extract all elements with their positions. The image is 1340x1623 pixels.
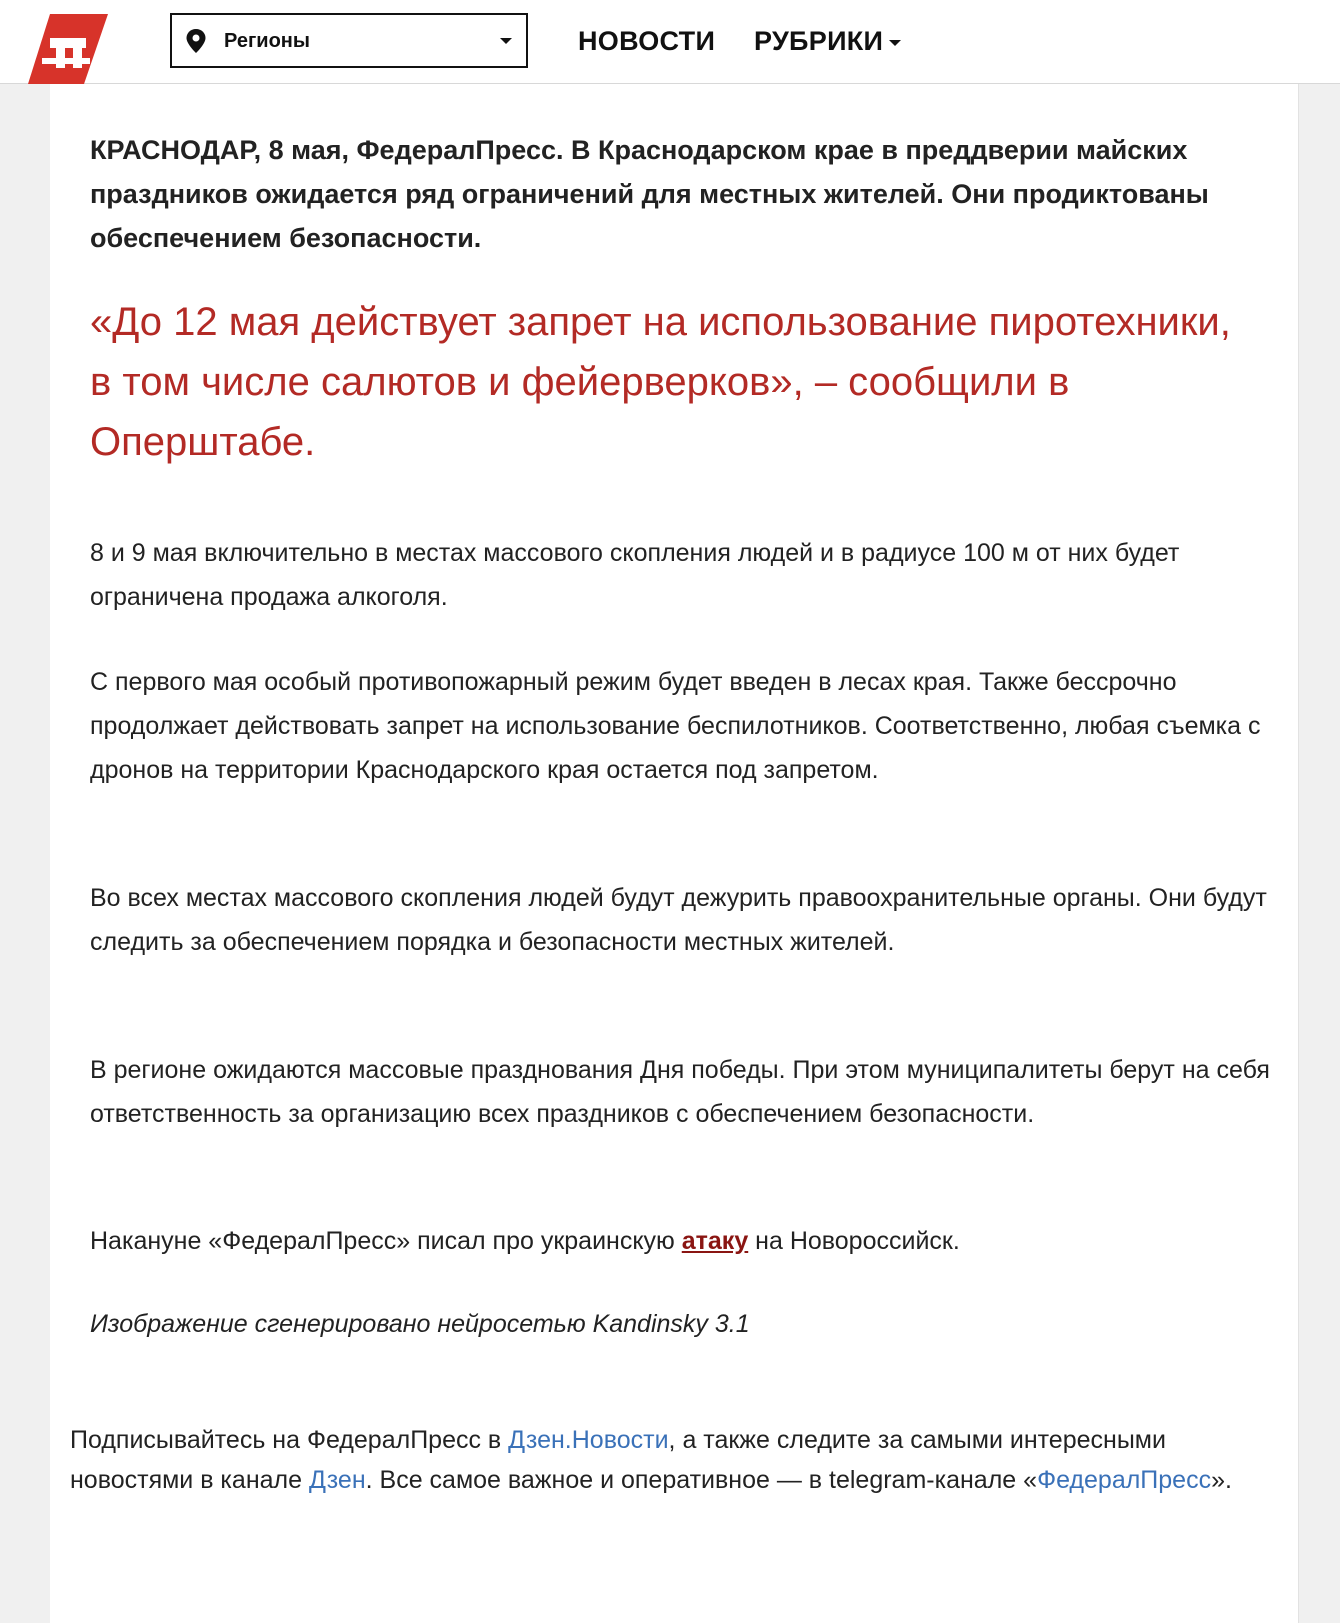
region-select-value: Регионы [224,30,310,52]
chevron-down-icon [500,38,512,44]
article-paragraph: С первого мая особый противопожарный режим будет введен в лесах края. Также бессрочно продолжает действовать запрет на использование беспилотников. Соответственно, любая съемка с дронов на территории Краснодарского края остается под запретом. [90,668,1261,784]
article-body [50,84,1298,1623]
chevron-down-icon [889,40,901,46]
subscribe-text: . Все самое важное и оперативное — в telegram-канале « [365,1466,1038,1494]
nav-rubrics-label: РУБРИКИ [754,26,884,56]
article-paragraph: В регионе ожидаются массовые празднования Дня победы. При этом муниципалитеты берут на себя ответственность за организацию всех праздников с обеспечением безопасности. [90,1056,1270,1128]
related-text-before: Накануне «ФедералПресс» писал про украинскую [90,1227,682,1255]
subscribe-note [70,1420,1240,1500]
article-lead: КРАСНОДАР, 8 мая, ФедералПресс. В Краснодарском крае в преддверии майских праздников ожидается ряд ограничений для местных жителей. Они продиктованы обеспечением безопасности. [90,135,1209,253]
subscribe-text: ». [1211,1466,1232,1494]
nav-rubrics[interactable] [754,26,901,57]
site-header [0,0,1340,84]
related-text-after: на Новороссийск. [748,1227,960,1255]
dzen-channel-link[interactable]: Дзен [308,1466,366,1494]
related-article-link[interactable]: атаку [681,1227,749,1255]
telegram-channel-link[interactable]: ФедералПресс [1037,1466,1212,1494]
article-paragraph: 8 и 9 мая включительно в местах массового скопления людей и в радиусе 100 м от них будет ограничена продажа алкоголя. [90,539,1180,611]
nav-news[interactable]: НОВОСТИ [578,26,716,56]
image-caption: Изображение сгенерировано нейросетью Kandinsky 3.1 [90,1310,750,1338]
region-select[interactable] [170,13,528,68]
related-article-paragraph [90,1219,1270,1263]
map-pin-icon [186,29,206,53]
article-quote: «До 12 мая действует запрет на использование пиротехники, в том числе салютов и фейерверков», – сообщили в Оперштабе. [90,300,1231,464]
subscribe-text: , а также следите за самыми интересными новостями в канале [70,1426,1166,1494]
dzen-news-link[interactable]: Дзен.Новости [508,1426,669,1454]
federalpress-logo[interactable] [28,14,108,84]
article-paragraph: Во всех местах массового скопления людей будут дежурить правоохранительные органы. Они будут следить за обеспечением порядка и безопасности местных жителей. [90,884,1267,956]
page-side-gutter [1298,84,1340,1623]
subscribe-text: Подписывайтесь на ФедералПресс в [70,1426,509,1454]
